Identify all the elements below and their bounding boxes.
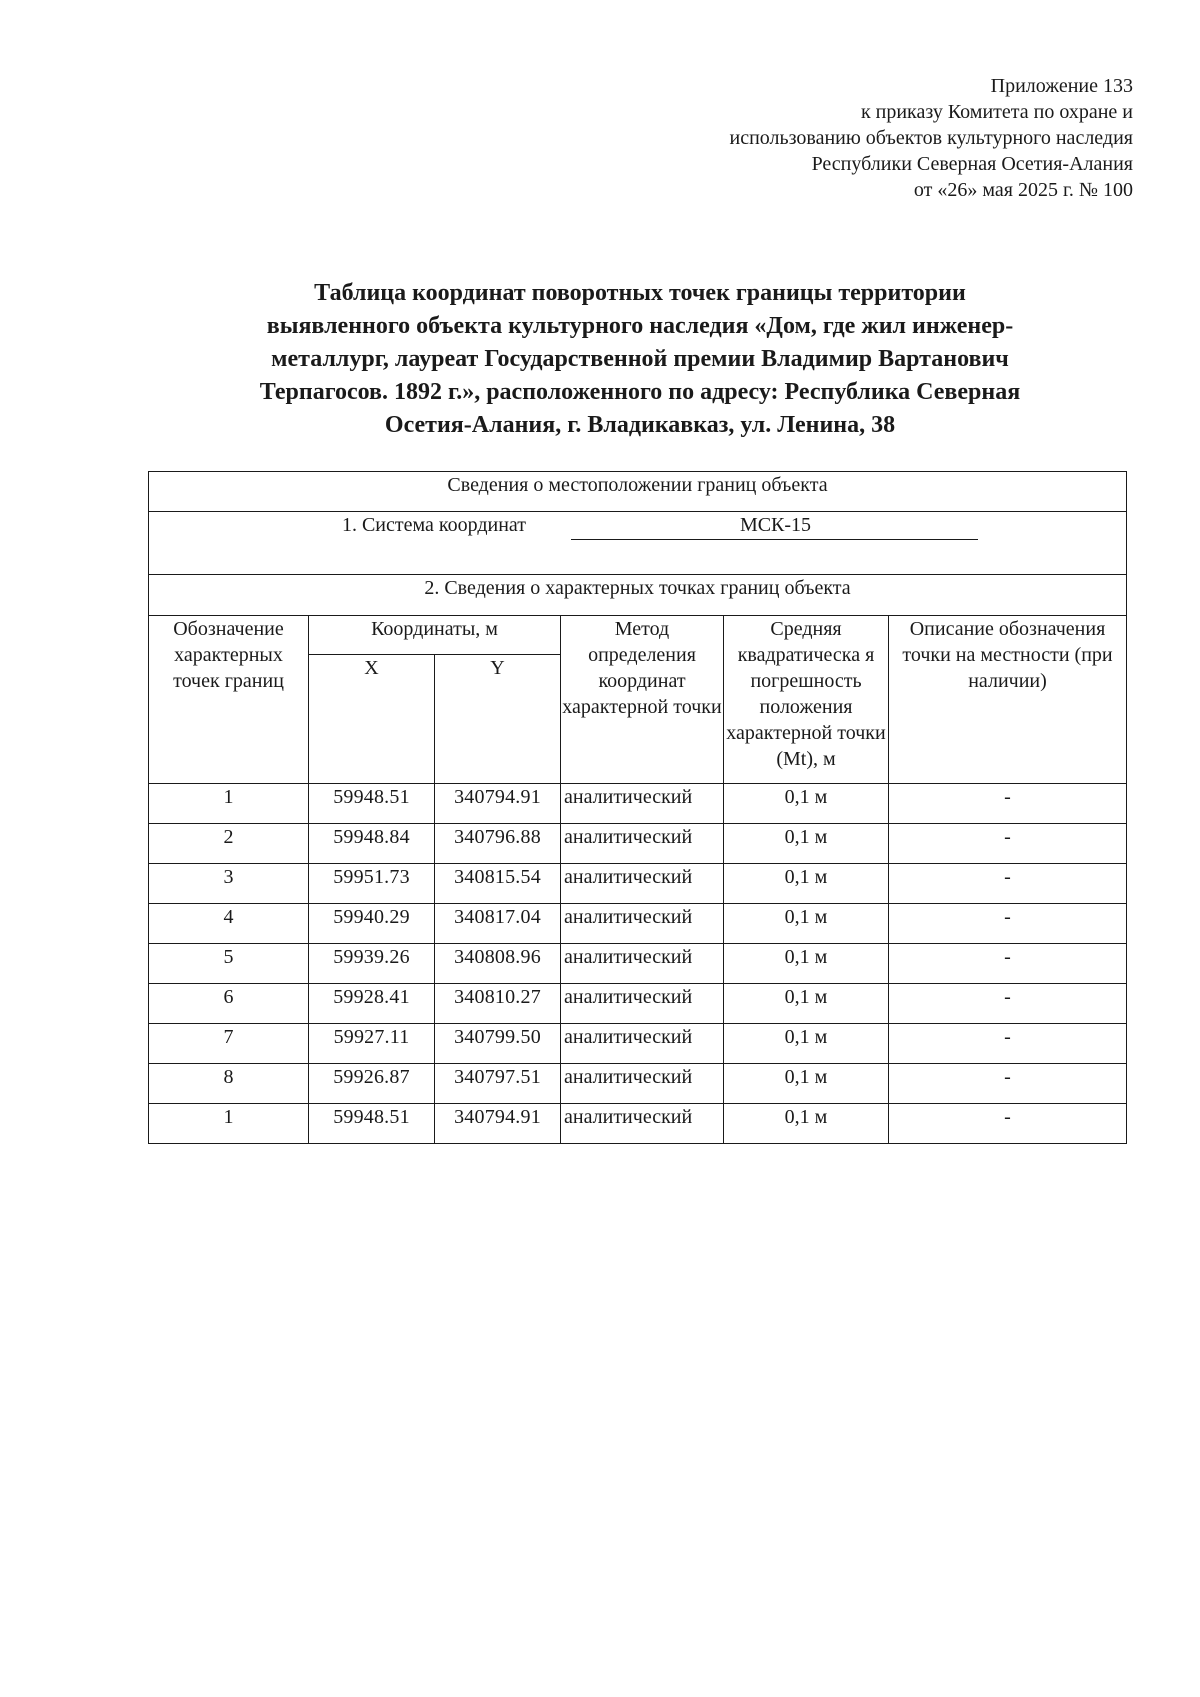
error-cell: 0,1 м <box>724 1064 889 1104</box>
method-cell: аналитический <box>561 904 724 944</box>
error-cell: 0,1 м <box>724 824 889 864</box>
header-x: X <box>309 655 435 784</box>
y-cell: 340808.96 <box>435 944 561 984</box>
appendix-order-date: от «26» мая 2025 г. № 100 <box>913 179 1133 201</box>
coordinates-table <box>148 471 1127 1144</box>
description-cell: - <box>889 864 1127 904</box>
table-row <box>149 784 1127 824</box>
method-cell: аналитический <box>561 784 724 824</box>
x-cell: 59926.87 <box>309 1064 435 1104</box>
table-row <box>149 904 1127 944</box>
error-cell: 0,1 м <box>724 1104 889 1144</box>
title-line: выявленного объекта культурного наследия «Дом, где жил инженер- <box>266 313 1014 339</box>
x-cell: 59951.73 <box>309 864 435 904</box>
table-row <box>149 944 1127 984</box>
x-cell: 59928.41 <box>309 984 435 1024</box>
method-cell: аналитический <box>561 944 724 984</box>
coordinate-system-label: 1. Система координат <box>341 514 527 536</box>
x-cell: 59948.84 <box>309 824 435 864</box>
point-cell: 7 <box>149 1024 309 1064</box>
appendix-reference <box>573 73 1133 203</box>
x-cell: 59927.11 <box>309 1024 435 1064</box>
point-cell: 6 <box>149 984 309 1024</box>
y-cell: 340810.27 <box>435 984 561 1024</box>
table-row <box>149 1104 1127 1144</box>
error-cell: 0,1 м <box>724 784 889 824</box>
description-cell: - <box>889 1104 1127 1144</box>
y-cell: 340796.88 <box>435 824 561 864</box>
x-cell: 59939.26 <box>309 944 435 984</box>
appendix-order-line: к приказу Комитета по охране и <box>860 101 1133 123</box>
description-cell: - <box>889 1024 1127 1064</box>
description-cell: - <box>889 824 1127 864</box>
coordinate-system-value: МСК-15 <box>571 512 978 540</box>
coordinate-system-cell <box>149 512 1127 575</box>
description-cell: - <box>889 984 1127 1024</box>
table-row <box>149 864 1127 904</box>
description-cell: - <box>889 944 1127 984</box>
description-cell: - <box>889 904 1127 944</box>
method-cell: аналитический <box>561 864 724 904</box>
header-y: Y <box>435 655 561 784</box>
title-line: Таблица координат поворотных точек границы территории <box>314 280 966 306</box>
header-coordinates: Координаты, м <box>309 616 561 655</box>
point-cell: 1 <box>149 1104 309 1144</box>
description-cell: - <box>889 1064 1127 1104</box>
y-cell: 340799.50 <box>435 1024 561 1064</box>
x-cell: 59948.51 <box>309 784 435 824</box>
y-cell: 340794.91 <box>435 784 561 824</box>
appendix-order-line: использованию объектов культурного наследия <box>729 127 1133 149</box>
document-title <box>150 277 1130 442</box>
method-cell: аналитический <box>561 984 724 1024</box>
point-cell: 8 <box>149 1064 309 1104</box>
y-cell: 340815.54 <box>435 864 561 904</box>
description-cell: - <box>889 784 1127 824</box>
points-caption: 2. Сведения о характерных точках границ объекта <box>149 575 1127 616</box>
point-cell: 4 <box>149 904 309 944</box>
appendix-number: Приложение 133 <box>990 75 1133 97</box>
x-cell: 59940.29 <box>309 904 435 944</box>
point-cell: 3 <box>149 864 309 904</box>
table-row <box>149 1024 1127 1064</box>
error-cell: 0,1 м <box>724 1024 889 1064</box>
error-cell: 0,1 м <box>724 984 889 1024</box>
header-designation: Обозначение характерных точек границ <box>149 616 309 784</box>
title-line: металлург, лауреат Государственной премии Владимир Вартанович <box>271 346 1009 372</box>
method-cell: аналитический <box>561 824 724 864</box>
title-line: Терпагосов. 1892 г.», расположенного по адресу: Республика Северная <box>259 379 1021 405</box>
table-row <box>149 824 1127 864</box>
point-cell: 5 <box>149 944 309 984</box>
error-cell: 0,1 м <box>724 944 889 984</box>
header-description: Описание обозначения точки на местности (при наличии) <box>889 616 1127 784</box>
table-row <box>149 984 1127 1024</box>
y-cell: 340794.91 <box>435 1104 561 1144</box>
error-cell: 0,1 м <box>724 864 889 904</box>
table-row <box>149 1064 1127 1104</box>
header-error: Средняя квадратическа я погрешность положения характерной точки (Mt), м <box>724 616 889 784</box>
method-cell: аналитический <box>561 1024 724 1064</box>
appendix-order-line: Республики Северная Осетия-Алания <box>811 153 1133 175</box>
table-caption: Сведения о местоположении границ объекта <box>149 472 1127 512</box>
title-line: Осетия-Алания, г. Владикавказ, ул. Ленина, 38 <box>384 412 896 438</box>
header-method: Метод определения координат характерной точки <box>561 616 724 784</box>
x-cell: 59948.51 <box>309 1104 435 1144</box>
y-cell: 340817.04 <box>435 904 561 944</box>
method-cell: аналитический <box>561 1104 724 1144</box>
y-cell: 340797.51 <box>435 1064 561 1104</box>
point-cell: 1 <box>149 784 309 824</box>
method-cell: аналитический <box>561 1064 724 1104</box>
error-cell: 0,1 м <box>724 904 889 944</box>
point-cell: 2 <box>149 824 309 864</box>
